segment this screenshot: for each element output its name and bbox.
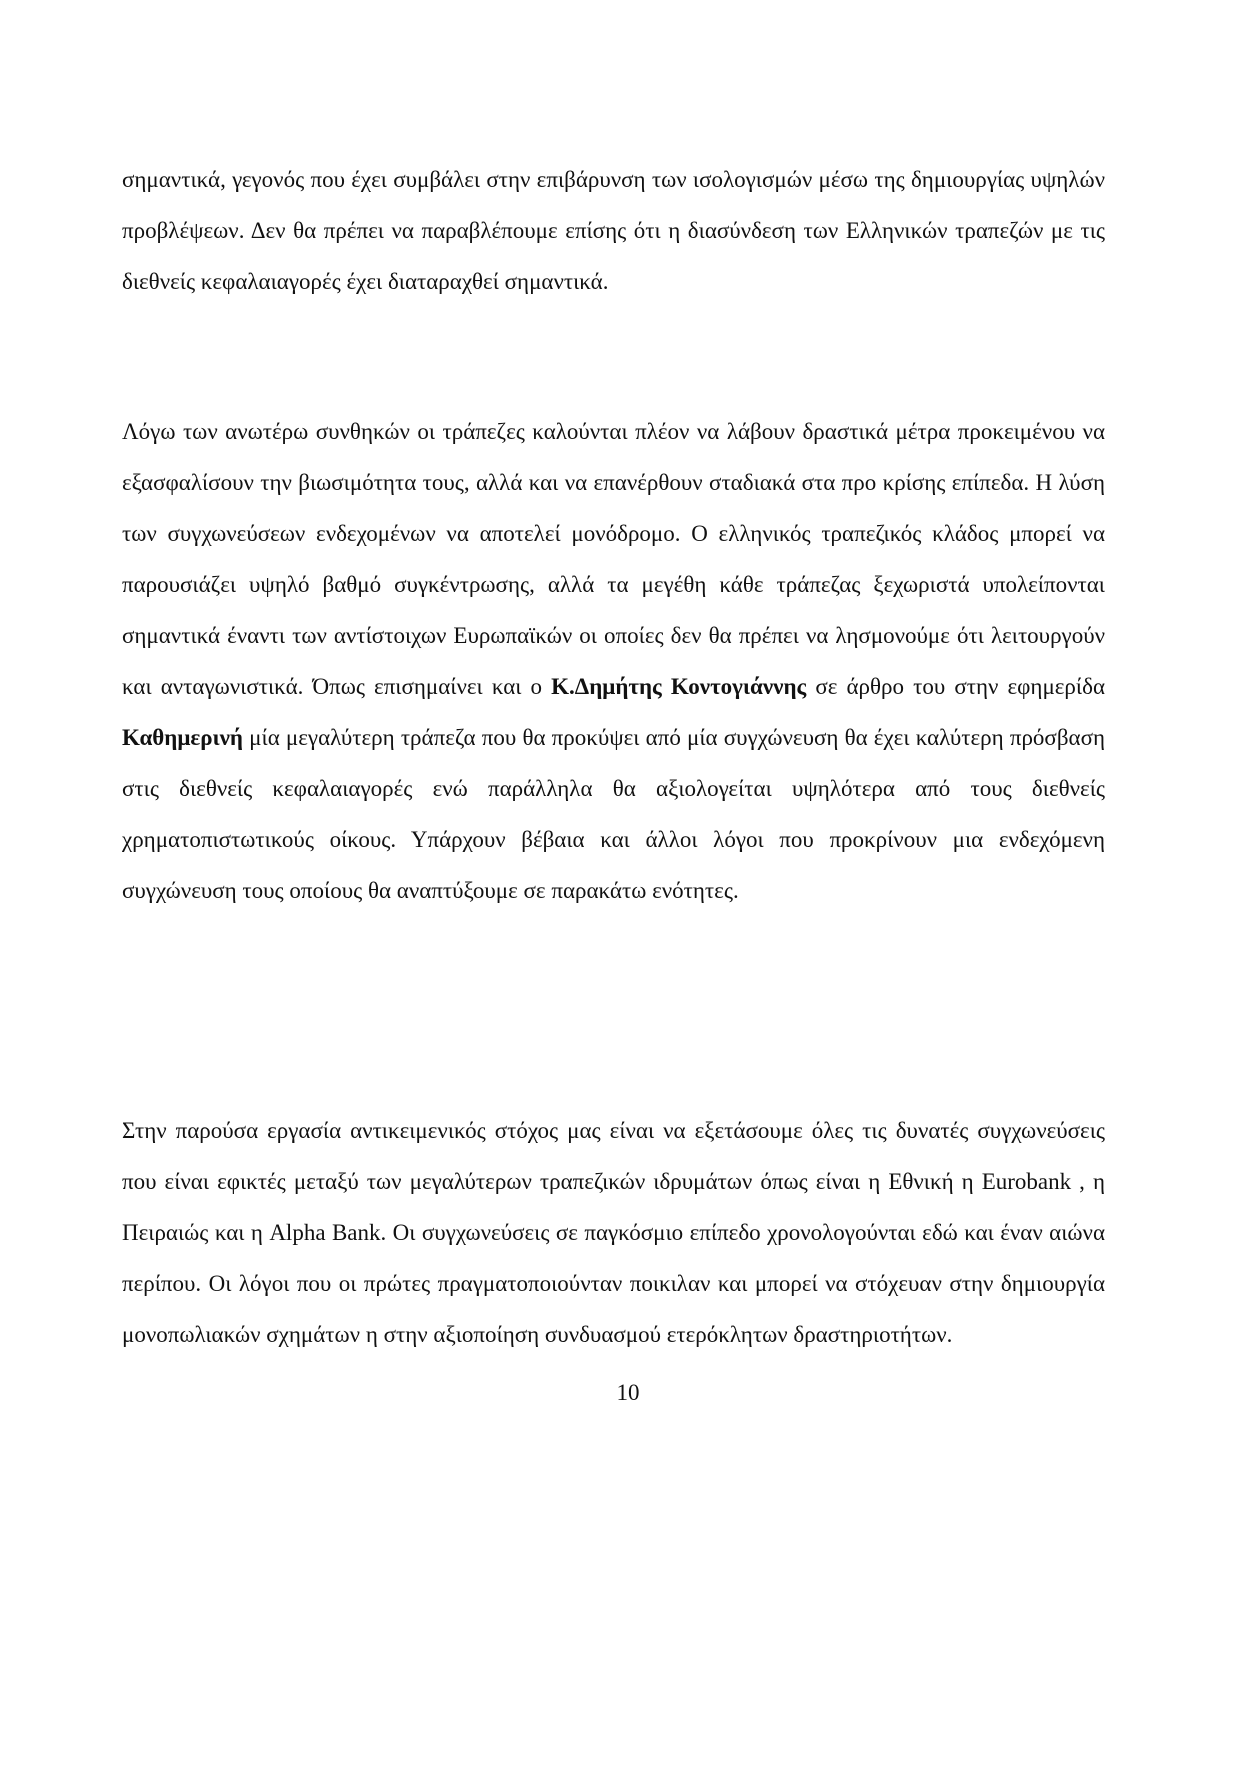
newspaper-name: Καθημερινή bbox=[122, 725, 243, 750]
author-name: Κ.Δημήτης Κοντογιάννης bbox=[551, 674, 807, 699]
paragraph-2-text-a: Λόγω των ανωτέρω συνθηκών οι τράπεζες καλούνται πλέον να λάβουν δραστικά μέτρα προκειμένου να εξασφαλίσουν την βιωσιμότητα τους, αλλά και να επανέρθουν σταδιακά στα προ κρίσης επίπεδα. Η λύση των συγχωνεύσεων ενδεχομένων να αποτελεί μονόδρομο. Ο ελληνικός τραπεζικός κλάδος μπορεί να παρουσιάζει υψηλό βαθμό συγκέντρωσης, αλλά τα μεγέθη κάθε τράπεζας ξεχωριστά υπολείπονται σημαντικά έναντι των αντίστοιχων Ευρωπαϊκών οι οποίες δεν θα πρέπει να λησμονούμε ότι λειτουργούν και ανταγωνιστικά. Όπως επισημαίνει και ο bbox=[122, 419, 1105, 699]
paragraph-1: σημαντικά, γεγονός που έχει συμβάλει στην επιβάρυνση των ισολογισμών μέσω της δημιουργίας υψηλών προβλέψεων. Δεν θα πρέπει να παραβλέπουμε επίσης ότι η διασύνδεση των Ελληνικών τραπεζών με τις διεθνείς κεφαλαιαγορές έχει διαταραχθεί σημαντικά. bbox=[122, 167, 1105, 294]
paragraph-2 bbox=[122, 406, 1105, 916]
paragraph-2-text-b: σε άρθρο του στην εφημερίδα bbox=[806, 674, 1105, 699]
paragraph-3: Στην παρούσα εργασία αντικειμενικός στόχος μας είναι να εξετάσουμε όλες τις δυνατές συγχωνεύσεις που είναι εφικτές μεταξύ των μεγαλύτερων τραπεζικών ιδρυμάτων όπως είναι η Εθνική η Eurobank , η Πειραιώς και η Alpha Bank. Οι συγχωνεύσεις σε παγκόσμιο επίπεδο χρονολογούνται εδώ και έναν αιώνα περίπου. Οι λόγοι που οι πρώτες πραγματοποιούνταν ποικιλαν και μπορεί να στόχευαν στην δημιουργία μονοπωλιακών σχημάτων η στην αξιοποίηση συνδυασμού ετερόκλητων δραστηριοτήτων. bbox=[122, 1118, 1105, 1347]
page-number: 10 bbox=[616, 1380, 640, 1405]
paragraph-2-text-c: μία μεγαλύτερη τράπεζα που θα προκύψει από μία συγχώνευση θα έχει καλύτερη πρόσβαση στις διεθνείς κεφαλαιαγορές ενώ παράλληλα θα αξιολογείται υψηλότερα από τους διεθνείς χρηματοπιστωτικούς οίκους. Υπάρχουν βέβαια και άλλοι λόγοι που προκρίνουν μια ενδεχόμενη συγχώνευση τους οποίους θα αναπτύξουμε σε παρακάτω ενότητες. bbox=[122, 725, 1105, 903]
